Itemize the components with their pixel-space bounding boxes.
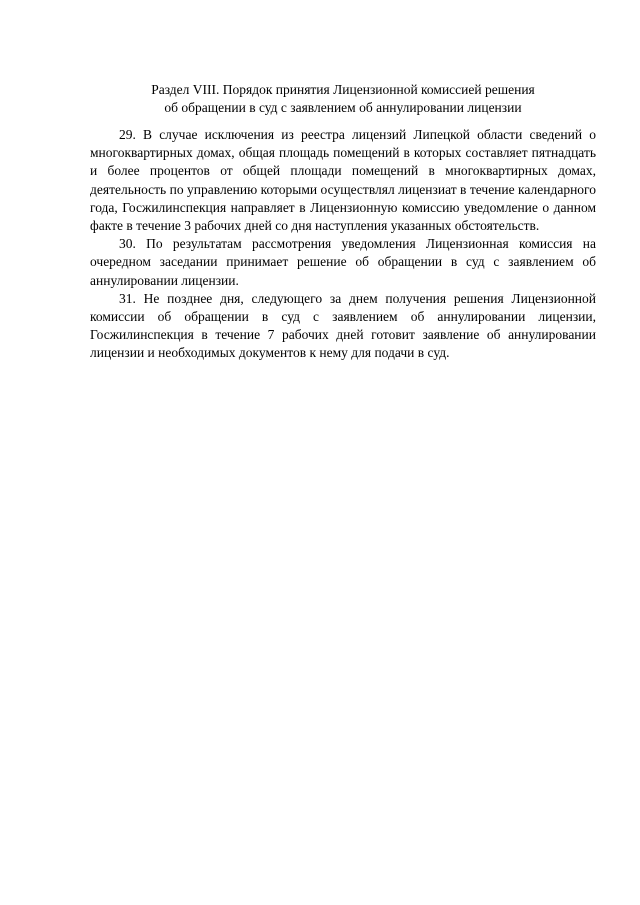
document-body	[90, 126, 596, 363]
section-title	[90, 81, 596, 117]
paragraph-31: 31. Не позднее дня, следующего за днем получения решения Лицензионной комиссии об обращении в суд с заявлением об аннулировании лицензии, Госжилинспекция в течение 7 рабочих дней готовит заявление об аннулировании лицензии и необходимых документов к нему для подачи в суд.	[90, 290, 596, 361]
paragraph-29: 29. В случае исключения из реестра лицензий Липецкой области сведений о многоквартирных домах, общая площадь помещений в которых составляет пятнадцать и более процентов от общей площади помещений в многоквартирных домах, деятельность по управлению которыми осуществлял лицензиат в течение календарного года, Госжилинспекция направляет в Лицензионную комиссию уведомление о данном факте в течение 3 рабочих дней со дня наступления указанных обстоятельств.	[90, 127, 596, 234]
paragraph-30: 30. По результатам рассмотрения уведомления Лицензионная комиссия на очередном заседании принимает решение об обращении в суд с заявлением об аннулировании лицензии.	[90, 236, 596, 288]
section-title-line-2: об обращении в суд с заявлением об аннулировании лицензии	[164, 100, 522, 115]
section-title-line-1: Раздел VIII. Порядок принятия Лицензионной комиссией решения	[151, 82, 535, 97]
